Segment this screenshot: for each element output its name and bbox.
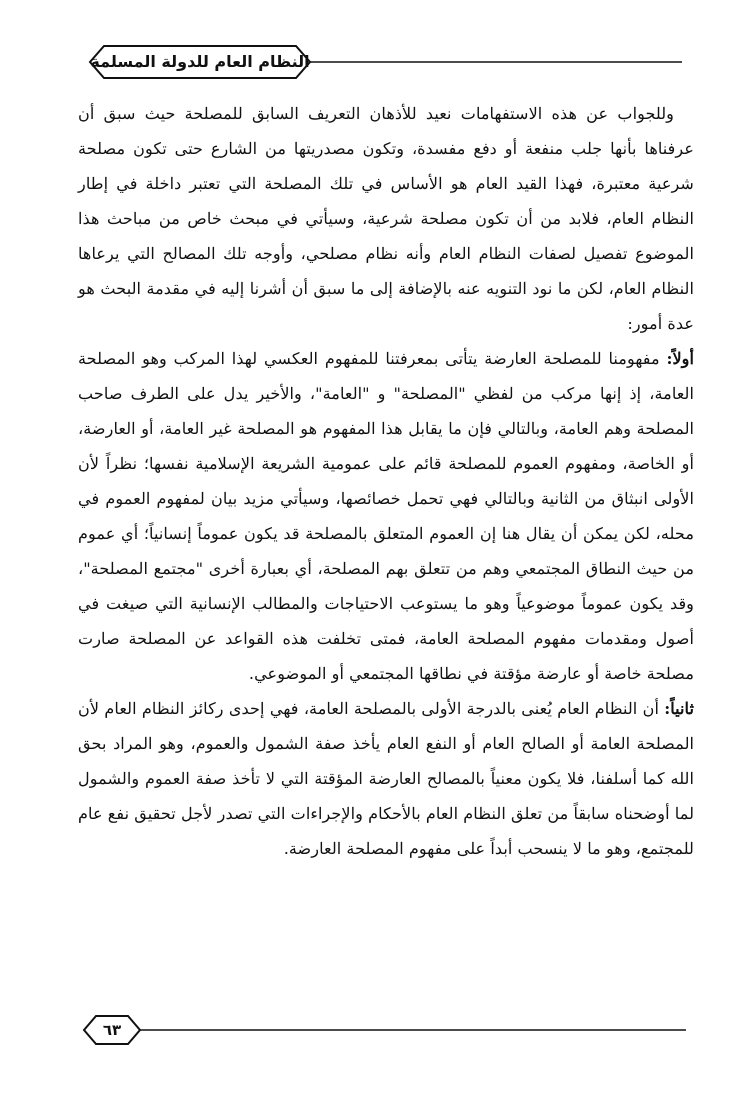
page-header: [0, 0, 754, 90]
page-footer: [0, 1000, 754, 1060]
point-1-lead: أولاً:: [666, 349, 694, 368]
point-1-text: مفهومنا للمصلحة العارضة يتأتى بمعرفتنا للمفهوم العكسي لهذا المركب وهو المصلحة العامة، إذ إنها مركب من لفظي "المصلحة" و "العامة"، والأخير يدل على الطرف صاحب المصلحة وهم العامة، وبالتالي فإن ما يقابل هذا المفهوم هو المصلحة غير العامة، أو العارضة، أو الخاصة، ومفهوم العموم للمصلحة قائم على عمومية الشريعة الإسلامية نفسها؛ نظراً لأن الأولى انبثاق من الثانية وبالتالي فهي تحمل خصائصها، وسيأتي مزيد بيان لمفهوم العموم في محله، لكن يمكن أن يقال هنا إن العموم المتعلق بالمصلحة قد يكون عموماً إنسانياً؛ أي عموم من حيث النطاق المجتمعي وهم من تتعلق بهم المصلحة، أي بعبارة أخرى "مجتمع المصلحة"، وقد يكون عموماً موضوعياً وهو ما يستوعب الاحتياجات والمطالب الإنسانية التي صيغت في أصول ومقدمات مفهوم المصلحة العامة، فمتى تخلفت هذه القواعد عن المصلحة صارت مصلحة خاصة أو عارضة مؤقتة في نطاقها المجتمعي أو الموضوعي.: [78, 349, 694, 683]
paragraph-point-2: [78, 691, 694, 866]
header-ornament: [0, 0, 754, 90]
running-title: النظام العام للدولة المسلمة: [90, 52, 310, 71]
point-2-text: أن النظام العام يُعنى بالدرجة الأولى بالمصلحة العامة، فهي إحدى ركائز النظام العام لأن المصلحة العامة أو الصالح العام أو النفع العام يأخذ صفة الشمول والعموم، وهو المراد بحق الله كما أسلفنا، فلا يكون معنياً بالمصالح العارضة المؤقتة التي لا تأخذ صفة العموم والشمول لما أوضحناه سابقاً من تعلق النظام العام بالأحكام والإجراءات التي تصدر لأجل تحقيق نفع عام للمجتمع، وهو ما لا ينسحب أبداً على مفهوم المصلحة العارضة.: [78, 699, 694, 858]
paragraph-intro: وللجواب عن هذه الاستفهامات نعيد للأذهان التعريف السابق للمصلحة حيث سبق أن عرفناها بأنها جلب منفعة أو دفع مفسدة، وتكون مصدريتها من الشارع حتى تكون مصلحة شرعية معتبرة، فهذا القيد العام هو الأساس في تلك المصلحة التي تعتبر داخلة في إطار النظام العام، فلابد من أن تكون مصلحة شرعية، وسيأتي في مبحث خاص من مباحث هذا الموضوع تفصيل لصفات النظام العام وأنه نظام مصلحي، وأوجه تلك المصالح التي يرعاها النظام العام، لكن ما نود التنويه عنه بالإضافة إلى ما سبق أن أشرنا إليه في مقدمة البحث هو عدة أمور:: [78, 104, 694, 333]
point-2-lead: ثانياً:: [664, 699, 694, 718]
page-body: [78, 96, 694, 866]
paragraph-point-1: [78, 341, 694, 691]
page-number: ٦٣: [102, 1021, 122, 1039]
